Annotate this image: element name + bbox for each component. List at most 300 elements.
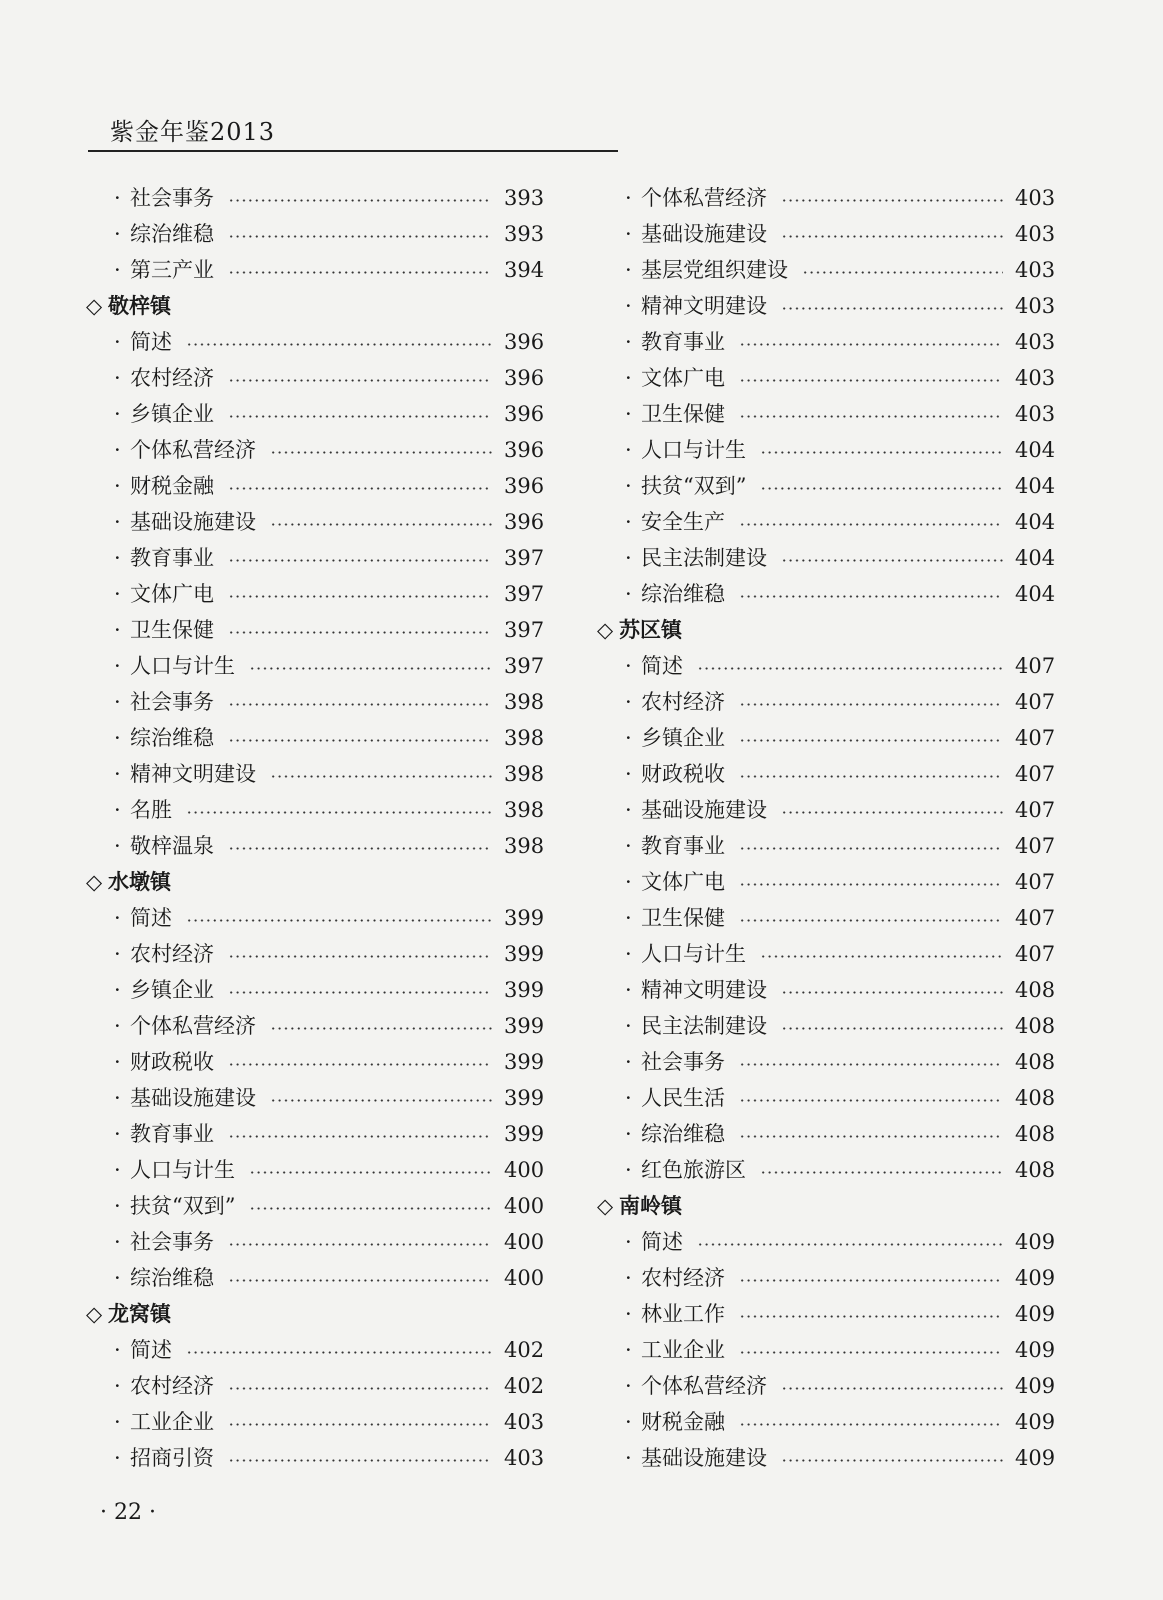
dot-leader	[249, 1207, 492, 1210]
entry-page-number: 396	[504, 510, 545, 534]
toc-entry[interactable]	[597, 576, 1056, 612]
entry-page-number: 409	[1015, 1230, 1056, 1254]
toc-entry[interactable]	[597, 504, 1056, 540]
dot-leader	[781, 559, 1003, 562]
toc-section-heading[interactable]	[86, 1296, 542, 1332]
bullet-icon: ·	[114, 906, 121, 930]
dot-leader	[186, 811, 492, 814]
toc-entry[interactable]	[597, 972, 1056, 1008]
entry-label: 综治维稳	[130, 222, 214, 246]
entry-page-number: 407	[1015, 870, 1056, 894]
toc-entry[interactable]	[597, 180, 1056, 216]
toc-entry[interactable]	[597, 252, 1056, 288]
toc-entry[interactable]	[86, 648, 545, 684]
toc-entry[interactable]	[597, 1224, 1056, 1260]
toc-entry[interactable]	[86, 684, 545, 720]
dot-leader	[228, 991, 492, 994]
entry-page-number: 409	[1015, 1302, 1056, 1326]
dot-leader	[760, 1171, 1003, 1174]
entry-page-number: 402	[504, 1338, 545, 1362]
toc-entry[interactable]	[86, 972, 545, 1008]
dot-leader	[270, 775, 492, 778]
toc-entry[interactable]	[86, 504, 545, 540]
bullet-icon: ·	[625, 1122, 632, 1146]
dot-leader	[228, 415, 492, 418]
toc-entry[interactable]	[86, 1008, 545, 1044]
toc-entry[interactable]	[597, 360, 1056, 396]
entry-label: 农村经济	[130, 1374, 214, 1398]
entry-page-number: 398	[504, 798, 545, 822]
bullet-icon: ·	[625, 330, 632, 354]
toc-section-heading[interactable]	[597, 612, 1053, 648]
entry-label: 人民生活	[641, 1086, 725, 1110]
entry-label: 教育事业	[130, 546, 214, 570]
bullet-icon: ·	[625, 582, 632, 606]
dot-leader	[186, 1351, 492, 1354]
bullet-icon: ·	[114, 366, 121, 390]
entry-label: 财税金融	[641, 1410, 725, 1434]
dot-leader	[739, 595, 1003, 598]
dot-leader	[739, 343, 1003, 346]
bullet-icon: ·	[114, 942, 121, 966]
entry-page-number: 403	[1015, 258, 1056, 282]
dot-leader	[802, 271, 1003, 274]
bullet-icon: ·	[114, 618, 121, 642]
entry-page-number: 399	[504, 978, 545, 1002]
bullet-icon: ·	[114, 438, 121, 462]
toc-entry[interactable]	[597, 540, 1056, 576]
toc-section-heading[interactable]	[86, 864, 542, 900]
dot-leader	[228, 847, 492, 850]
toc-entry[interactable]	[86, 1224, 545, 1260]
dot-leader	[270, 523, 492, 526]
entry-page-number: 407	[1015, 798, 1056, 822]
entry-page-number: 393	[504, 222, 545, 246]
entry-label: 人口与计生	[641, 942, 746, 966]
bullet-icon: ·	[625, 978, 632, 1002]
entry-label: 卫生保健	[130, 618, 214, 642]
bullet-icon: ·	[625, 834, 632, 858]
bullet-icon: ·	[625, 1446, 632, 1470]
toc-entry[interactable]	[86, 252, 545, 288]
toc-entry[interactable]	[86, 540, 545, 576]
dot-leader	[760, 955, 1003, 958]
entry-page-number: 402	[504, 1374, 545, 1398]
entry-label: 卫生保健	[641, 402, 725, 426]
toc-entry[interactable]	[86, 612, 545, 648]
toc-entry[interactable]	[597, 792, 1056, 828]
dot-leader	[228, 1459, 492, 1462]
bullet-icon: ·	[625, 1230, 632, 1254]
toc-entry[interactable]	[597, 324, 1056, 360]
dot-leader	[739, 739, 1003, 742]
entry-label: 个体私营经济	[130, 1014, 256, 1038]
entry-label: 个体私营经济	[641, 1374, 767, 1398]
toc-entry[interactable]	[86, 1440, 545, 1476]
entry-label: 教育事业	[641, 834, 725, 858]
dot-leader	[739, 379, 1003, 382]
toc-entry[interactable]	[597, 1296, 1056, 1332]
dot-leader	[760, 487, 1003, 490]
entry-label: 农村经济	[130, 942, 214, 966]
entry-page-number: 397	[504, 654, 545, 678]
toc-column-right	[597, 180, 1056, 1476]
bullet-icon: ·	[625, 1086, 632, 1110]
toc-entry[interactable]	[597, 900, 1056, 936]
bullet-icon: ·	[114, 582, 121, 606]
toc-entry[interactable]	[597, 684, 1056, 720]
entry-label: 社会事务	[641, 1050, 725, 1074]
toc-entry[interactable]	[597, 1116, 1056, 1152]
entry-page-number: 407	[1015, 726, 1056, 750]
entry-label: 林业工作	[641, 1302, 725, 1326]
bullet-icon: ·	[625, 222, 632, 246]
dot-leader	[228, 559, 492, 562]
dot-leader	[228, 703, 492, 706]
entry-label: 农村经济	[641, 1266, 725, 1290]
bullet-icon: ·	[114, 762, 121, 786]
entry-page-number: 396	[504, 402, 545, 426]
dot-leader	[228, 1243, 492, 1246]
toc-entry[interactable]	[597, 936, 1056, 972]
diamond-icon: ◇	[597, 1194, 614, 1218]
bullet-icon: ·	[114, 186, 121, 210]
entry-page-number: 408	[1015, 1158, 1056, 1182]
dot-leader	[781, 1459, 1003, 1462]
entry-label: 人口与计生	[641, 438, 746, 462]
entry-page-number: 409	[1015, 1338, 1056, 1362]
dot-leader	[781, 199, 1003, 202]
section-label: 南岭镇	[619, 1193, 682, 1218]
entry-label: 简述	[130, 1338, 172, 1362]
entry-page-number: 404	[1015, 474, 1056, 498]
toc-entry[interactable]	[86, 1260, 545, 1296]
entry-label: 农村经济	[130, 366, 214, 390]
dot-leader	[781, 235, 1003, 238]
dot-leader	[270, 1099, 492, 1102]
toc-entry[interactable]	[597, 1332, 1056, 1368]
dot-leader	[739, 1279, 1003, 1282]
section-label: 水墩镇	[108, 869, 171, 894]
toc-entry[interactable]	[86, 576, 545, 612]
entry-label: 文体广电	[130, 582, 214, 606]
entry-page-number: 409	[1015, 1410, 1056, 1434]
dot-leader	[249, 1171, 492, 1174]
toc-entry[interactable]	[597, 864, 1056, 900]
entry-page-number: 408	[1015, 1014, 1056, 1038]
bullet-icon: ·	[114, 510, 121, 534]
bullet-icon: ·	[114, 1266, 121, 1290]
entry-page-number: 400	[504, 1158, 545, 1182]
toc-entry[interactable]	[597, 1260, 1056, 1296]
dot-leader	[186, 343, 492, 346]
dot-leader	[270, 451, 492, 454]
bullet-icon: ·	[114, 1086, 121, 1110]
running-header-title: 紫金年鉴2013	[110, 118, 276, 146]
entry-page-number: 408	[1015, 1122, 1056, 1146]
toc-entry[interactable]	[597, 648, 1056, 684]
toc-entry[interactable]	[86, 396, 545, 432]
entry-label: 文体广电	[641, 366, 725, 390]
toc-entry[interactable]	[86, 468, 545, 504]
dot-leader	[228, 271, 492, 274]
entry-label: 财政税收	[641, 762, 725, 786]
entry-page-number: 396	[504, 474, 545, 498]
header-rule	[88, 150, 618, 152]
entry-label: 精神文明建设	[641, 294, 767, 318]
entry-page-number: 400	[504, 1194, 545, 1218]
entry-label: 简述	[130, 906, 172, 930]
toc-entry[interactable]	[86, 828, 545, 864]
dot-leader	[228, 1423, 492, 1426]
toc-entry[interactable]	[86, 792, 545, 828]
diamond-icon: ◇	[86, 1302, 103, 1326]
bullet-icon: ·	[625, 1410, 632, 1434]
toc-entry[interactable]	[86, 1044, 545, 1080]
dot-leader	[781, 991, 1003, 994]
entry-page-number: 394	[504, 258, 545, 282]
entry-page-number: 397	[504, 618, 545, 642]
toc-section-heading[interactable]	[86, 288, 542, 324]
bullet-icon: ·	[114, 1410, 121, 1434]
bullet-icon: ·	[114, 402, 121, 426]
entry-label: 基础设施建设	[641, 1446, 767, 1470]
bullet-icon: ·	[625, 186, 632, 210]
entry-page-number: 403	[1015, 402, 1056, 426]
toc-entry[interactable]	[86, 432, 545, 468]
toc-entry[interactable]	[86, 1368, 545, 1404]
entry-page-number: 398	[504, 762, 545, 786]
entry-label: 安全生产	[641, 510, 725, 534]
bullet-icon: ·	[114, 798, 121, 822]
toc-section-heading[interactable]	[597, 1188, 1053, 1224]
bullet-icon: ·	[114, 1050, 121, 1074]
dot-leader	[739, 1423, 1003, 1426]
dot-leader	[228, 1387, 492, 1390]
toc-entry[interactable]	[597, 1404, 1056, 1440]
entry-label: 个体私营经济	[130, 438, 256, 462]
entry-page-number: 399	[504, 1086, 545, 1110]
entry-page-number: 403	[1015, 294, 1056, 318]
entry-label: 卫生保健	[641, 906, 725, 930]
entry-page-number: 408	[1015, 1050, 1056, 1074]
toc-entry[interactable]	[86, 1188, 545, 1224]
toc-column-left	[86, 180, 545, 1476]
bullet-icon: ·	[625, 1158, 632, 1182]
bullet-icon: ·	[114, 1122, 121, 1146]
toc-entry[interactable]	[597, 1440, 1056, 1476]
dot-leader	[249, 667, 492, 670]
bullet-icon: ·	[625, 546, 632, 570]
bullet-icon: ·	[114, 690, 121, 714]
dot-leader	[760, 451, 1003, 454]
dot-leader	[781, 307, 1003, 310]
bullet-icon: ·	[625, 366, 632, 390]
entry-page-number: 407	[1015, 762, 1056, 786]
toc-entry[interactable]	[597, 756, 1056, 792]
toc-entry[interactable]	[86, 1404, 545, 1440]
bullet-icon: ·	[625, 726, 632, 750]
toc-entry[interactable]	[86, 216, 545, 252]
entry-label: 敬梓温泉	[130, 834, 214, 858]
entry-label: 民主法制建设	[641, 1014, 767, 1038]
entry-label: 基础设施建设	[641, 222, 767, 246]
entry-label: 综治维稳	[641, 1122, 725, 1146]
entry-page-number: 403	[504, 1446, 545, 1470]
toc-entry[interactable]	[86, 1080, 545, 1116]
entry-label: 工业企业	[641, 1338, 725, 1362]
entry-page-number: 403	[1015, 330, 1056, 354]
bullet-icon: ·	[625, 402, 632, 426]
dot-leader	[739, 847, 1003, 850]
entry-label: 名胜	[130, 798, 172, 822]
section-label: 敬梓镇	[108, 293, 171, 318]
bullet-icon: ·	[114, 474, 121, 498]
dot-leader	[228, 235, 492, 238]
bullet-icon: ·	[114, 834, 121, 858]
dot-leader	[739, 919, 1003, 922]
dot-leader	[228, 739, 492, 742]
dot-leader	[228, 595, 492, 598]
bullet-icon: ·	[625, 906, 632, 930]
entry-label: 乡镇企业	[130, 978, 214, 1002]
toc-entry[interactable]	[86, 1116, 545, 1152]
entry-page-number: 396	[504, 438, 545, 462]
entry-label: 工业企业	[130, 1410, 214, 1434]
entry-label: 教育事业	[130, 1122, 214, 1146]
dot-leader	[781, 811, 1003, 814]
bullet-icon: ·	[114, 1014, 121, 1038]
bullet-icon: ·	[625, 798, 632, 822]
section-label: 苏区镇	[619, 617, 682, 642]
entry-label: 人口与计生	[130, 1158, 235, 1182]
toc-entry[interactable]	[597, 1008, 1056, 1044]
toc-entry[interactable]	[597, 396, 1056, 432]
entry-label: 基层党组织建设	[641, 258, 788, 282]
bullet-icon: ·	[625, 1302, 632, 1326]
toc-entry[interactable]	[86, 720, 545, 756]
bullet-icon: ·	[625, 1374, 632, 1398]
page-number: · 22 ·	[100, 1500, 156, 1525]
dot-leader	[228, 1279, 492, 1282]
entry-label: 教育事业	[641, 330, 725, 354]
entry-label: 基础设施建设	[130, 1086, 256, 1110]
toc-entry[interactable]	[597, 288, 1056, 324]
entry-page-number: 399	[504, 942, 545, 966]
toc-entry[interactable]	[86, 180, 545, 216]
bullet-icon: ·	[114, 258, 121, 282]
dot-leader	[739, 1099, 1003, 1102]
bullet-icon: ·	[625, 654, 632, 678]
entry-label: 简述	[130, 330, 172, 354]
entry-label: 综治维稳	[130, 726, 214, 750]
dot-leader	[228, 1135, 492, 1138]
bullet-icon: ·	[114, 1446, 121, 1470]
entry-page-number: 399	[504, 1122, 545, 1146]
entry-page-number: 396	[504, 366, 545, 390]
entry-page-number: 407	[1015, 690, 1056, 714]
bullet-icon: ·	[114, 1374, 121, 1398]
bullet-icon: ·	[625, 294, 632, 318]
entry-page-number: 403	[504, 1410, 545, 1434]
bullet-icon: ·	[625, 762, 632, 786]
entry-page-number: 403	[1015, 366, 1056, 390]
dot-leader	[781, 1387, 1003, 1390]
entry-label: 个体私营经济	[641, 186, 767, 210]
toc-entry[interactable]	[597, 432, 1056, 468]
bullet-icon: ·	[625, 438, 632, 462]
bullet-icon: ·	[114, 546, 121, 570]
toc-entry[interactable]	[597, 1044, 1056, 1080]
toc-entry[interactable]	[86, 756, 545, 792]
entry-page-number: 404	[1015, 510, 1056, 534]
diamond-icon: ◇	[86, 870, 103, 894]
entry-label: 乡镇企业	[641, 726, 725, 750]
entry-label: 人口与计生	[130, 654, 235, 678]
toc-entry[interactable]	[86, 1332, 545, 1368]
entry-label: 乡镇企业	[130, 402, 214, 426]
toc-entry[interactable]	[86, 1152, 545, 1188]
entry-label: 社会事务	[130, 690, 214, 714]
entry-page-number: 393	[504, 186, 545, 210]
bullet-icon: ·	[625, 690, 632, 714]
bullet-icon: ·	[625, 510, 632, 534]
toc-entry[interactable]	[597, 720, 1056, 756]
entry-page-number: 407	[1015, 654, 1056, 678]
dot-leader	[186, 919, 492, 922]
entry-page-number: 409	[1015, 1446, 1056, 1470]
entry-label: 社会事务	[130, 186, 214, 210]
entry-label: 财税金融	[130, 474, 214, 498]
entry-label: 招商引资	[130, 1446, 214, 1470]
entry-page-number: 398	[504, 834, 545, 858]
dot-leader	[739, 1351, 1003, 1354]
bullet-icon: ·	[625, 258, 632, 282]
toc-entry[interactable]	[86, 360, 545, 396]
dot-leader	[228, 955, 492, 958]
dot-leader	[739, 415, 1003, 418]
entry-label: 综治维稳	[130, 1266, 214, 1290]
toc-entry[interactable]	[597, 1152, 1056, 1188]
entry-page-number: 407	[1015, 906, 1056, 930]
toc-entry[interactable]	[86, 324, 545, 360]
toc-entry[interactable]	[597, 828, 1056, 864]
bullet-icon: ·	[114, 726, 121, 750]
toc-entry[interactable]	[86, 936, 545, 972]
dot-leader	[739, 523, 1003, 526]
dot-leader	[781, 1027, 1003, 1030]
entry-page-number: 403	[1015, 222, 1056, 246]
entry-page-number: 400	[504, 1266, 545, 1290]
entry-page-number: 409	[1015, 1374, 1056, 1398]
dot-leader	[228, 379, 492, 382]
bullet-icon: ·	[114, 978, 121, 1002]
entry-label: 民主法制建设	[641, 546, 767, 570]
dot-leader	[228, 487, 492, 490]
entry-label: 综治维稳	[641, 582, 725, 606]
entry-label: 财政税收	[130, 1050, 214, 1074]
dot-leader	[228, 1063, 492, 1066]
toc-entry[interactable]	[597, 216, 1056, 252]
entry-label: 精神文明建设	[641, 978, 767, 1002]
toc-entry[interactable]	[597, 1080, 1056, 1116]
toc-entry[interactable]	[597, 468, 1056, 504]
toc-entry[interactable]	[86, 900, 545, 936]
entry-label: 社会事务	[130, 1230, 214, 1254]
toc-entry[interactable]	[597, 1368, 1056, 1404]
bullet-icon: ·	[114, 1194, 121, 1218]
entry-page-number: 404	[1015, 582, 1056, 606]
